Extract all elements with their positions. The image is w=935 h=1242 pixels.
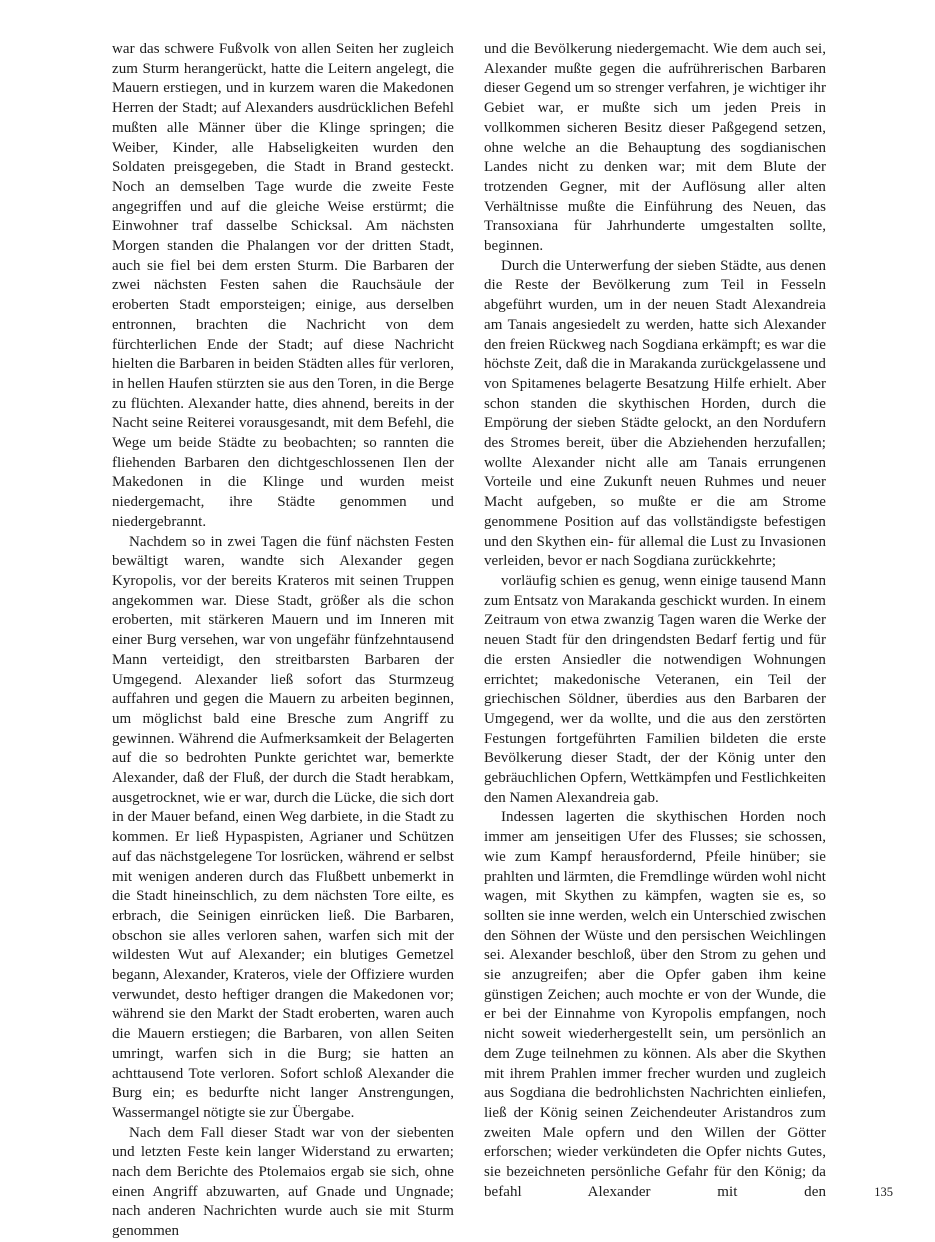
paragraph: Indessen lagerten die skythischen Horden noch immer am jenseitigen Ufer des Flusses; sie schossen, wie zum Kampf herausfordernd, Pfeile hinüber; sie prahlten und lärmten, die Fremdlinge würden wohl nicht wagen, mit Skythen zu kämpfen, wagten sie es, so sollten sie inne werden, welch ein Unterschied zwischen den Söhnen der Wüste und den persischen Weichlingen sei. Alexander beschloß, über den Strom zu gehen und sie anzugreifen; aber die Opfer gaben ihm keine günstigen Zeichen; auch mochte er von der Wunde, die er bei der Einnahme von Kyropolis empfangen, noch nicht soweit wiederhergestellt sein, um persönlich an dem Zuge teilnehmen zu können. Als aber die Skythen mit ihrem Prahlen immer frecher wurden und zugleich aus Sogdiana die bedrohlichsten Nachrichten einliefen, ließ der König seinen Zeichendeuter Aristandros zum zweiten Male opfern und den Willen der Götter erforschen; wieder verkündeten die Opfer nichts Gutes, sie bezeichneten persönliche Gefahr für den König; da befahl Alexander mit den	[484, 809, 826, 1200]
left-column	[112, 40, 454, 1242]
paragraph: und die Bevölkerung niedergemacht. Wie dem auch sei, Alexander mußte gegen die aufrührerischen Barbaren dieser Gegend um so strenger verfahren, je wichtiger ihr Gebiet war, er mußte sich um jeden Preis in vollkommen sicheren Besitz dieser Paßgegend setzen, ohne welche an die Behauptung des sogdianischen Landes nicht zu denken war; mit dem Blute der trotzenden Gegner, mit der Auflösung aller alten Verhältnisse mußte die Einführung des Neuen, das Transoxiana für Jahrhunderte umgestalten sollte, beginnen.	[484, 41, 826, 255]
right-column	[484, 40, 826, 1242]
text-area	[112, 40, 826, 1242]
paragraph: Nachdem so in zwei Tagen die fünf nächsten Festen bewältigt waren, wandte sich Alexander gegen Kyropolis, vor der bereits Krateros mit seinen Truppen angekommen war. Diese Stadt, größer als die schon eroberten, mit stärkeren Mauern und im Inneren mit einer Burg versehen, war von ungefähr fünfzehntausend Mann verteidigt, den streitbarsten Barbaren der Umgegend. Alexander ließ sofort das Sturmzeug auffahren und gegen die Mauern zu arbeiten beginnen, um möglichst bald eine Bresche zum Angriff zu gewinnen. Während die Aufmerksamkeit der Belagerten auf die so bedrohten Punkte gerichtet war, bemerkte Alexander, daß der Fluß, der durch die Stadt herabkam, ausgetrocknet, wie er war, durch die Lücke, die sich dort in der Mauer befand, einen Weg darbiete, in die Stadt zu kommen. Er ließ Hypaspisten, Agrianer und Schützen auf das nächstgelegene Tor losrücken, während er selbst mit wenigen anderen durch das Flußbett unbemerkt in die Stadt hineinschlich, zu dem nächsten Tore eilte, es erbrach, die Seinigen einrücken ließ. Die Barbaren, obschon sie alles verloren sahen, warfen sich mit der wildesten Wut auf Alexander; ein blutiges Gemetzel begann, Alexander, Krateros, viele der Offiziere wurden verwundet, desto heftiger drangen die Makedonen vor; während sie den Markt der Stadt eroberten, waren auch die Mauern erstiegen; die Barbaren, von allen Seiten umringt, warfen sich in die Burg; sie hatten an achttausend Tote verloren. Sofort schloß Alexander die Burg ein; es bedurfte nicht langer Anstrengungen, Wassermangel nötigte sie zur Übergabe.	[112, 533, 454, 1121]
paragraph: Nach dem Fall dieser Stadt war von der siebenten und letzten Feste kein langer Widerstand zu erwarten; nach dem Berichte des Ptolemaios ergab sie sich, ohne einen Angriff abzuwarten, auf Gnade und Ungnade; nach anderen Nachrichten wurde auch sie mit Sturm genommen	[112, 1124, 454, 1240]
paragraph: Durch die Unterwerfung der sieben Städte, aus denen die Reste der Bevölkerung zum Teil in Fesseln abgeführt wurden, um in der neuen Stadt Alexandreia am Tanais angesiedelt zu werden, hatte sich Alexander den freien Rückweg nach Sogdiana erkämpft; es war die höchste Zeit, daß die in Marakanda zurückgelassene und von Spitamenes belagerte Besatzung Hilfe erhielt. Aber schon standen die skythischen Horden, durch die Empörung der sieben Städte gelockt, an den Nordufern des Stromes bereit, über die Abziehenden herzufallen; wollte Alexander nicht alle am Tanais errungenen Vorteile und eine Zukunft neuen Ruhmes und neuer Macht aufgeben, so mußte er die am Strome genommene Position auf das vollständigste befestigen und den Skythen ein- für allemal die Lust zu Invasionen verleiden, bevor er nach Sogdiana zurückkehrte;	[484, 257, 826, 570]
page-number: 135	[874, 1184, 893, 1199]
paragraph: vorläufig schien es genug, wenn einige tausend Mann zum Entsatz von Marakanda geschickt wurden. In einem Zeitraum von etwa zwanzig Tagen waren die Werke der neuen Stadt für den dringendsten Bedarf fertig und für die ersten Ansiedler die notwendigen Wohnungen errichtet; makedonische Veteranen, ein Teil der griechischen Söldner, überdies aus den Barbaren der Umgegend, wer da wollte, und die aus den zerstörten Festungen fortgeführten Familien bildeten die erste Bevölkerung dieser Stadt, der der König unter den gebräuchlichen Opfern, Wettkämpfen und Festlichkeiten den Namen Alexandreia gab.	[484, 572, 826, 806]
paragraph: war das schwere Fußvolk von allen Seiten her zugleich zum Sturm herangerückt, hatte die Leitern angelegt, die Mauern erstiegen, und in kurzem waren die Makedonen Herren der Stadt; auf Alexanders ausdrücklichen Befehl mußten alle Männer über die Klinge springen; die Weiber, Kinder, alle Habseligkeiten wurden den Soldaten preisgegeben, die Stadt in Brand gesteckt. Noch an demselben Tage wurde die zweite Feste angegriffen und auf die gleiche Weise erstürmt; die Einwohner traf dasselbe Schicksal. Am nächsten Morgen standen die Phalangen vor der dritten Stadt, auch sie fiel bei dem ersten Sturm. Die Barbaren der zwei nächsten Festen sahen die Rauchsäule der eroberten Stadt emporsteigen; einige, aus derselben entronnen, brachten die Nachricht von dem fürchterlichen Ende der Stadt; auf diese Nachricht hielten die Barbaren in beiden Städten alles für verloren, in hellen Haufen stürzten sie aus den Toren, in die Berge zu flüchten. Alexander hatte, dies ahnend, bereits in der Nacht seine Reiterei vorausgesandt, mit dem Befehl, die Wege um beide Städte zu beobachten; so rannten die fliehenden Barbaren den dichtgeschlossenen Ilen der Makedonen in die Klinge und wurden meist niedergemacht, ihre Städte genommen und niedergebrannt.	[112, 41, 454, 530]
